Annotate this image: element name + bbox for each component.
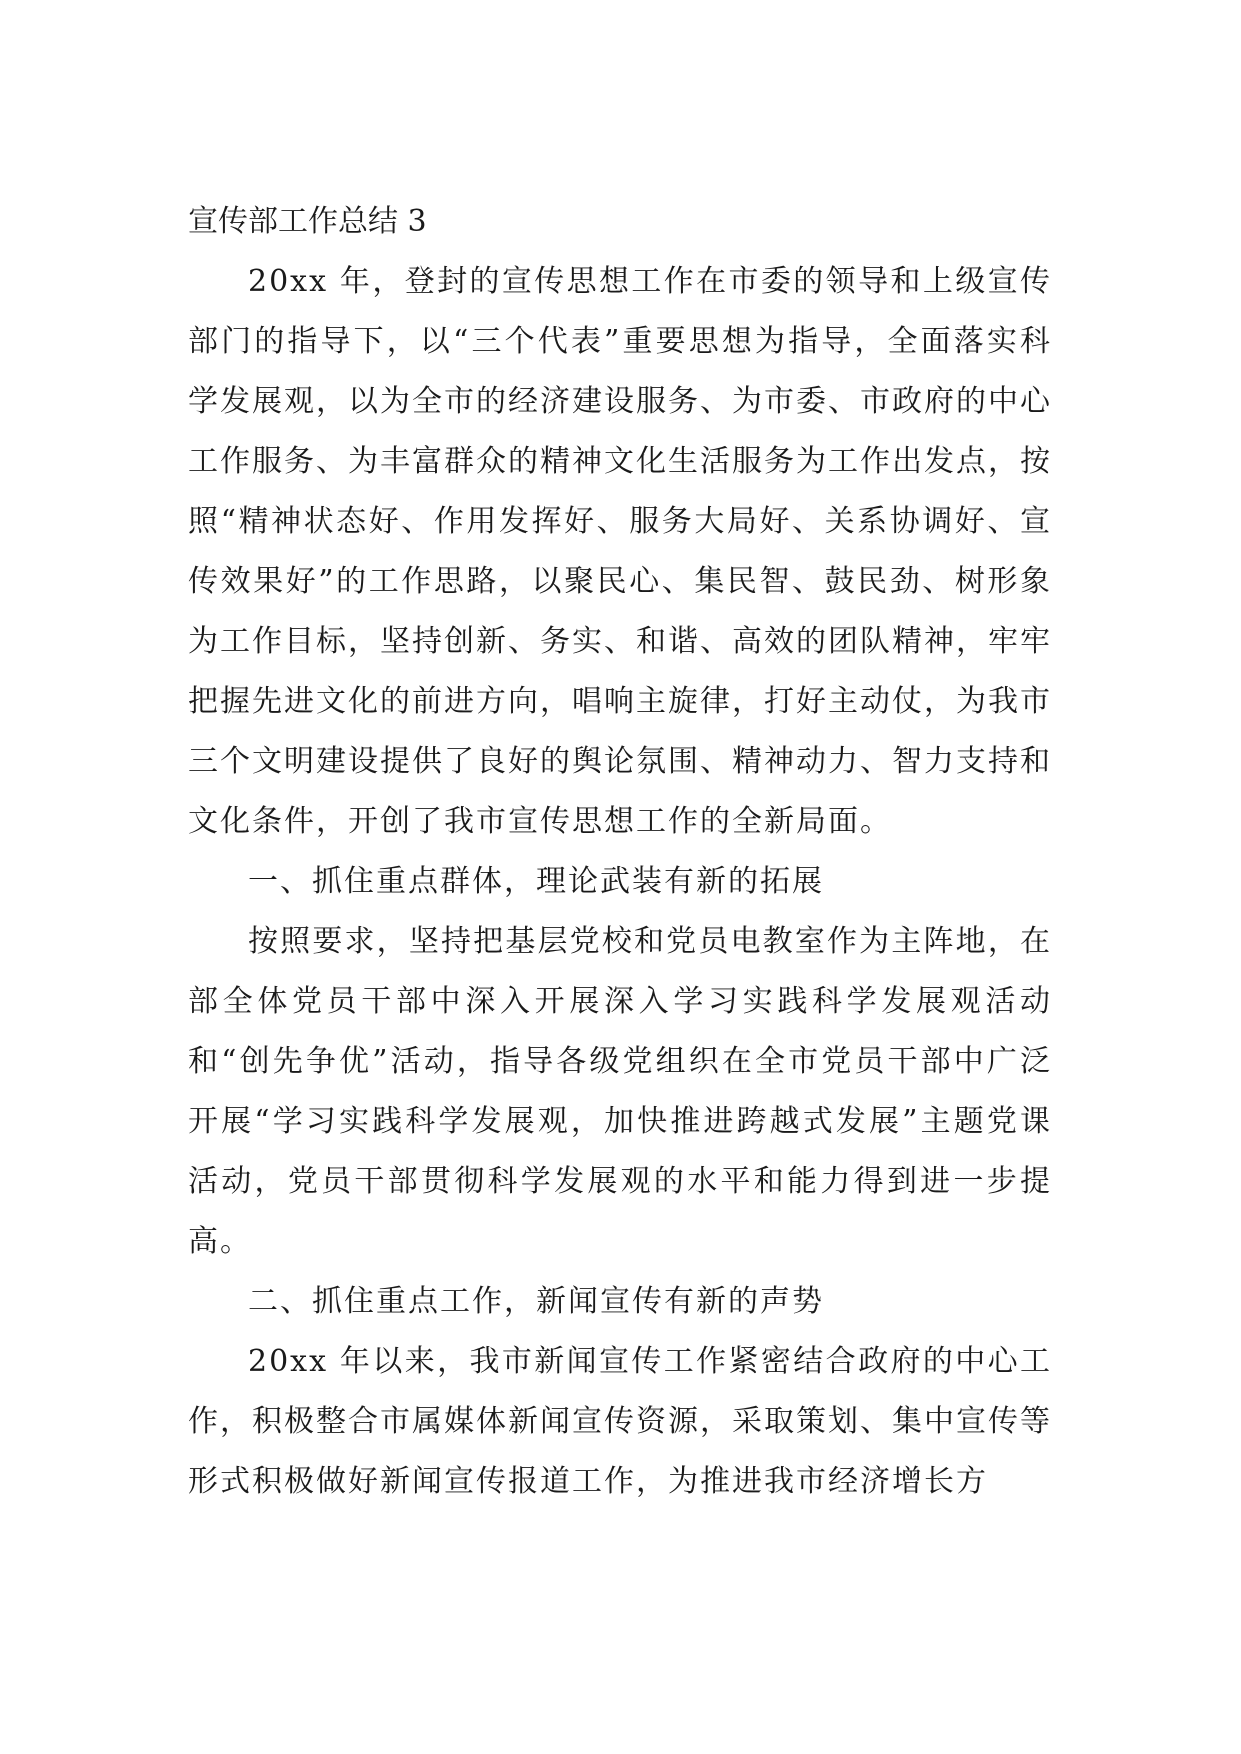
document-title: 宣传部工作总结 3	[188, 204, 427, 239]
section-heading-1: 一、抓住重点群体，理论武装有新的拓展	[248, 864, 824, 899]
section-body-1: 按照要求，坚持把基层党校和党员电教室作为主阵地，在部全体党员干部中深入开展深入学习实践科学发展观活动和“创先争优”活动，指导各级党组织在全市党员干部中广泛开展“学习实践科学发展观，加快推进跨越式发展”主题党课活动，党员干部贯彻科学发展观的水平和能力得到进一步提高。	[188, 924, 1052, 1259]
document-body	[188, 192, 1052, 1512]
intro-paragraph: 20xx 年，登封的宣传思想工作在市委的领导和上级宣传部门的指导下，以“三个代表”重要思想为指导，全面落实科学发展观，以为全市的经济建设服务、为市委、市政府的中心工作服务、为丰富群众的精神文化生活服务为工作出发点，按照“精神状态好、作用发挥好、服务大局好、关系协调好、宣传效果好”的工作思路，以聚民心、集民智、鼓民劲、树形象为工作目标，坚持创新、务实、和谐、高效的团队精神，牢牢把握先进文化的前进方向，唱响主旋律，打好主动仗，为我市三个文明建设提供了良好的舆论氛围、精神动力、智力支持和文化条件，开创了我市宣传思想工作的全新局面。	[188, 264, 1052, 839]
section-body-2: 20xx 年以来，我市新闻宣传工作紧密结合政府的中心工作，积极整合市属媒体新闻宣传资源，采取策划、集中宣传等形式积极做好新闻宣传报道工作，为推进我市经济增长方	[188, 1344, 1052, 1499]
section-heading-2: 二、抓住重点工作，新闻宣传有新的声势	[248, 1284, 824, 1319]
